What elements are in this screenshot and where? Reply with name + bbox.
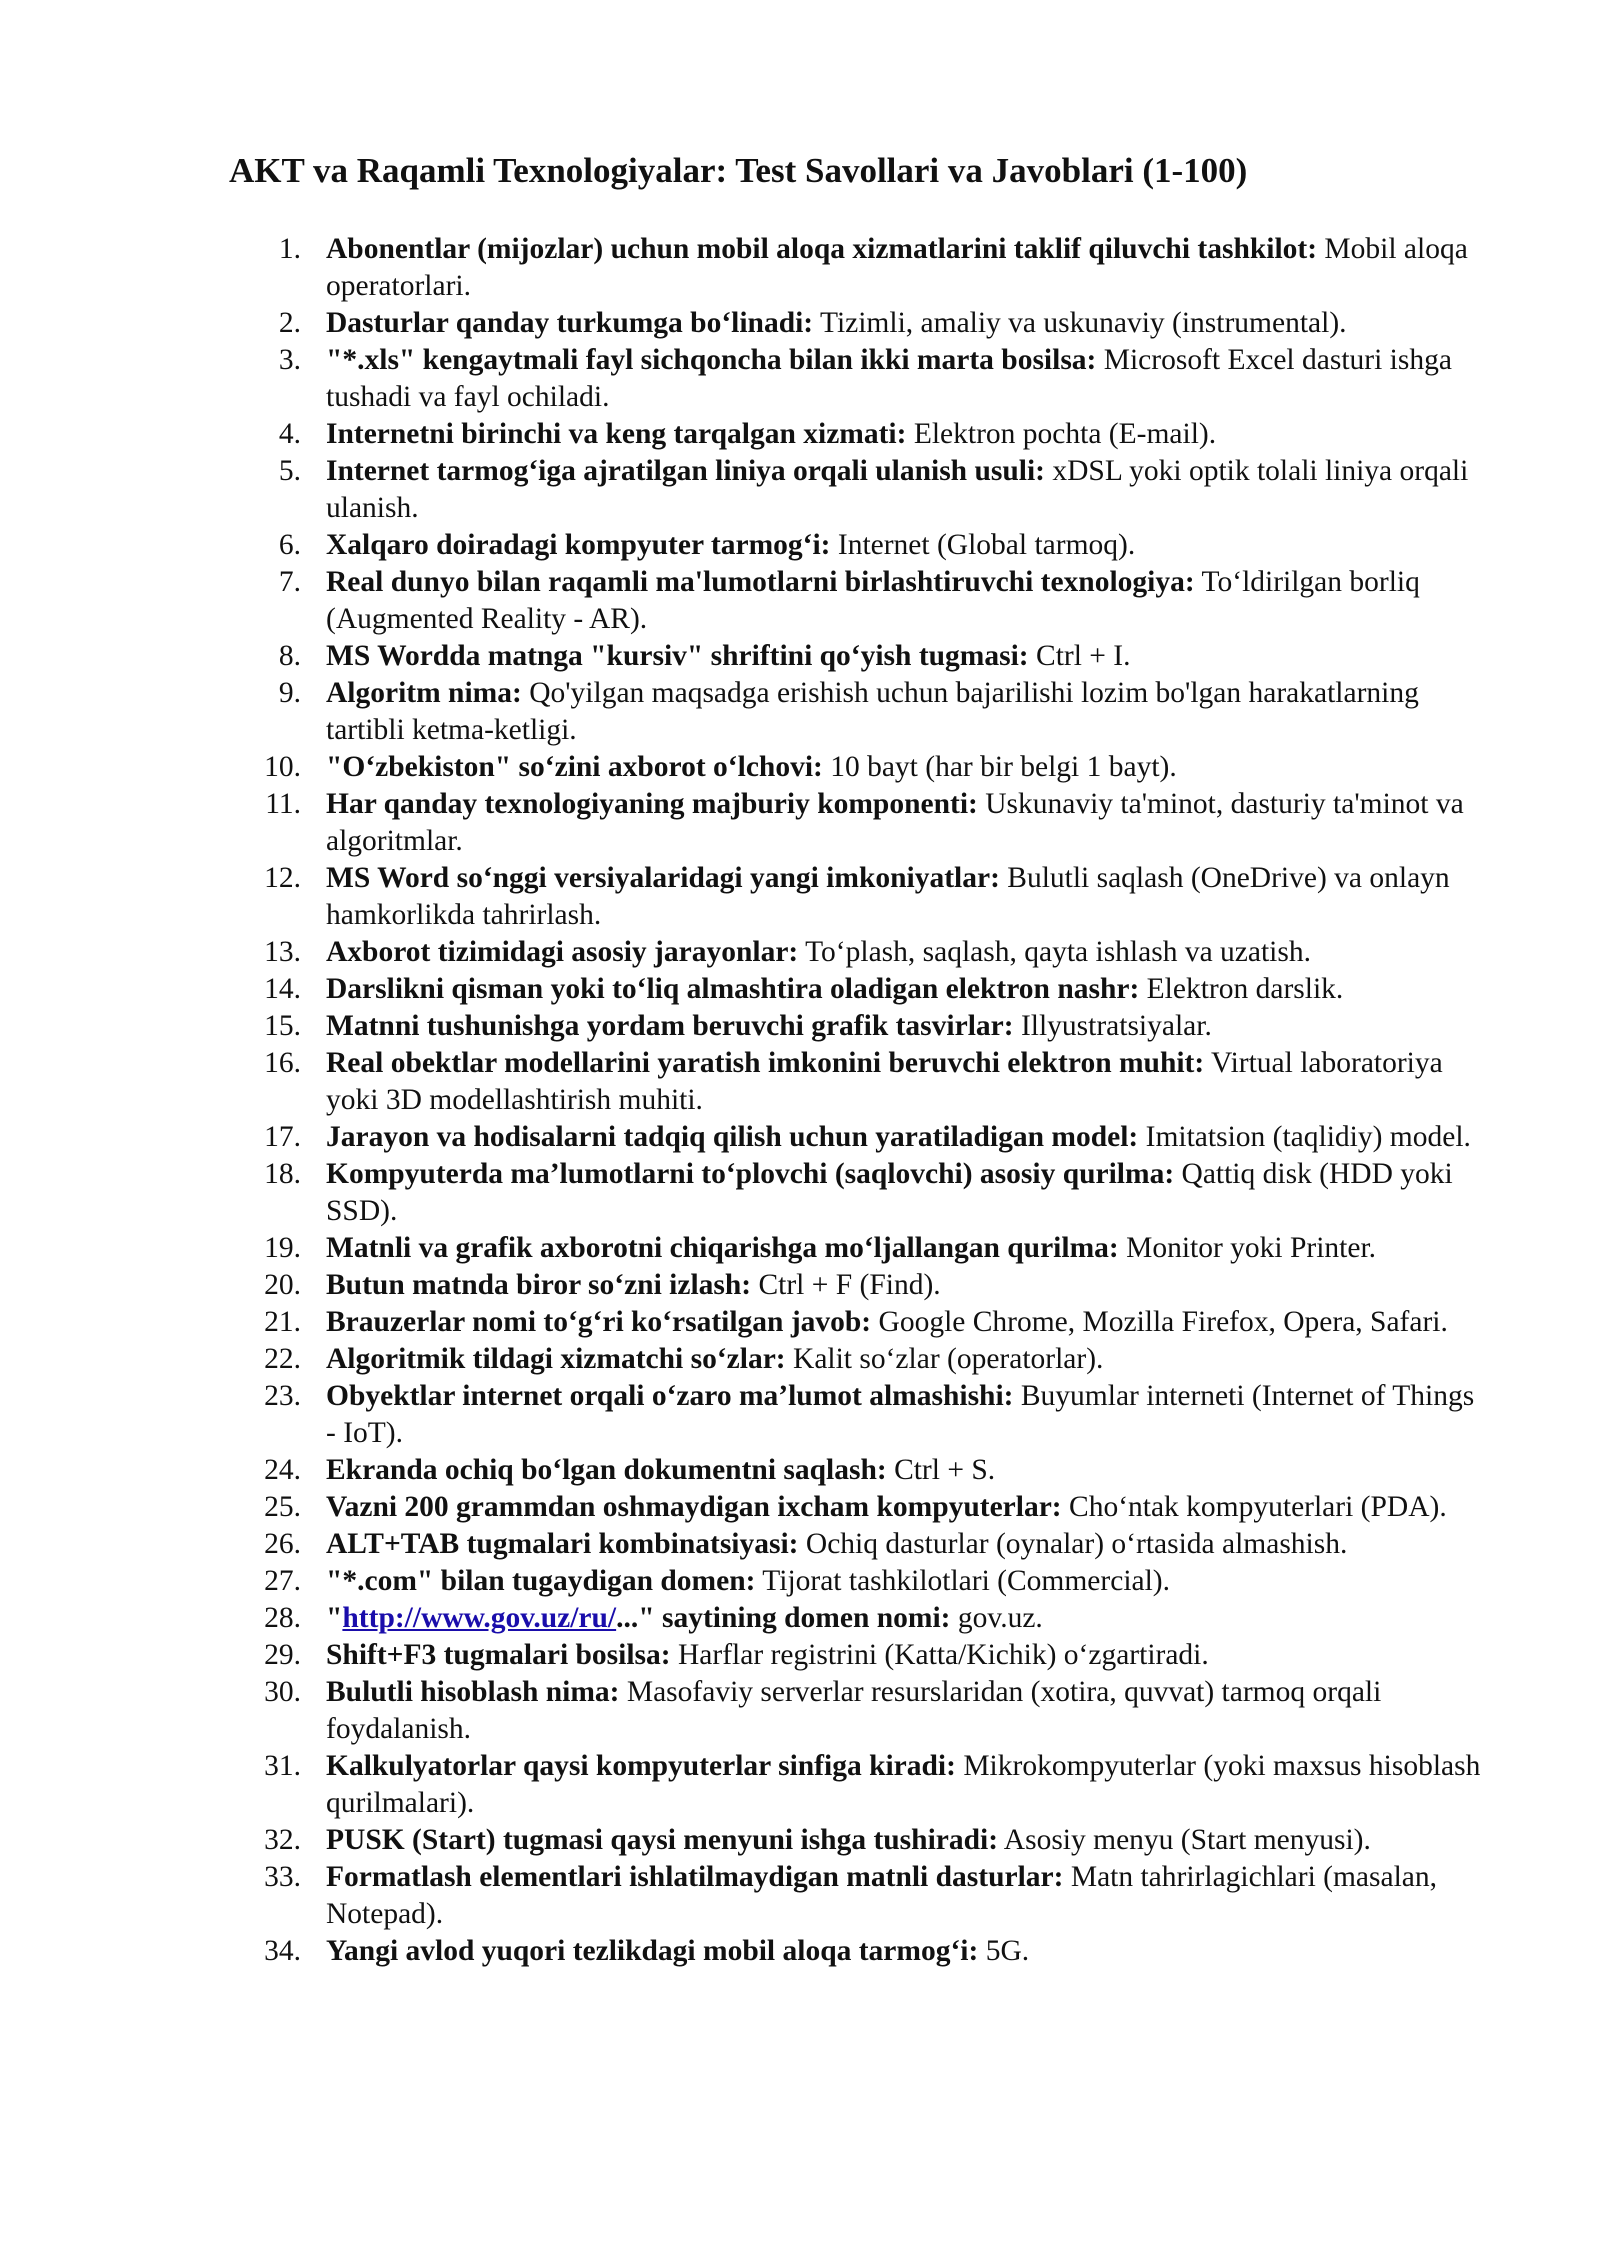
answer-text: Imitatsion (taqlidiy) model. (1138, 1121, 1471, 1153)
item-number: 21. (264, 1306, 301, 1338)
answer-text: 5G. (978, 1935, 1030, 1967)
answer-text: Ochiq dasturlar (oynalar) o‘rtasida almashish. (798, 1528, 1348, 1560)
list-item (229, 416, 1489, 453)
question-text: Algoritm nima: (326, 677, 522, 709)
item-number: 20. (264, 1269, 301, 1301)
item-number: 13. (264, 936, 301, 968)
answer-text: gov.uz. (950, 1602, 1043, 1634)
question-text: Jarayon va hodisalarni tadqiq qilish uchun yaratiladigan model: (326, 1121, 1139, 1153)
list-item (229, 1526, 1489, 1563)
item-number: 11. (265, 788, 301, 820)
list-item (229, 675, 1489, 749)
question-suffix: ..." saytining domen nomi: (616, 1602, 951, 1634)
answer-text: Ctrl + F (Find). (751, 1269, 941, 1301)
list-item (229, 1859, 1489, 1933)
list-item (229, 1119, 1489, 1156)
question-text: Yangi avlod yuqori tezlikdagi mobil aloqa tarmog‘i: (326, 1935, 979, 1967)
answer-text: Internet (Global tarmoq). (830, 529, 1136, 561)
list-item (229, 1267, 1489, 1304)
question-text: Kalkulyatorlar qaysi kompyuterlar sinfiga kiradi: (326, 1750, 956, 1782)
item-number: 12. (264, 862, 301, 894)
item-number: 17. (264, 1121, 301, 1153)
answer-text: Ctrl + I. (1028, 640, 1131, 672)
question-text: "*.xls" kengaytmali fayl sichqoncha bilan ikki marta bosilsa: (326, 344, 1097, 376)
item-number: 1. (278, 233, 301, 265)
item-number: 34. (264, 1935, 301, 1967)
answer-text: Bulutli saqlash (OneDrive) va onlayn hamkorlikda tahrirlash. (326, 862, 1450, 931)
list-item (229, 1748, 1489, 1822)
question-text: "*.com" bilan tugaydigan domen: (326, 1565, 756, 1597)
question-text (326, 1602, 951, 1634)
item-number: 3. (278, 344, 301, 376)
question-text: Matnli va grafik axborotni chiqarishga mo‘ljallangan qurilma: (326, 1232, 1119, 1264)
answer-text: Kalit so‘zlar (operatorlar). (785, 1343, 1104, 1375)
list-item (229, 305, 1489, 342)
item-number: 30. (264, 1676, 301, 1708)
question-text: Internet tarmog‘iga ajratilgan liniya orqali ulanish usuli: (326, 455, 1045, 487)
list-item (229, 1378, 1489, 1452)
list-item (229, 1156, 1489, 1230)
list-item (229, 453, 1489, 527)
list-item (229, 1008, 1489, 1045)
question-text: Bulutli hisoblash nima: (326, 1676, 620, 1708)
answer-text: Buyumlar interneti (Internet of Things - IoT). (326, 1380, 1475, 1449)
answer-text: Tizimli, amaliy va uskunaviy (instrumental). (813, 307, 1347, 339)
answer-text: Asosiy menyu (Start menyusi). (998, 1824, 1371, 1856)
answer-text: Harflar registrini (Katta/Kichik) o‘zgartiradi. (670, 1639, 1209, 1671)
answer-text: Qo'yilgan maqsadga erishish uchun bajarilishi lozim bo'lgan harakatlarning tartibli ketma-ketligi. (326, 677, 1419, 746)
answer-text: Monitor yoki Printer. (1118, 1232, 1377, 1264)
list-item (229, 1304, 1489, 1341)
answer-text: Microsoft Excel dasturi ishga tushadi va fayl ochiladi. (326, 344, 1452, 413)
list-item (229, 1489, 1489, 1526)
question-text: Obyektlar internet orqali o‘zaro ma’lumot almashishi: (326, 1380, 1014, 1412)
answer-text: Mikrokompyuterlar (yoki maxsus hisoblash qurilmalari). (326, 1750, 1481, 1819)
item-number: 25. (264, 1491, 301, 1523)
item-number: 4. (278, 418, 301, 450)
list-item (229, 1452, 1489, 1489)
list-item (229, 1822, 1489, 1859)
question-text: PUSK (Start) tugmasi qaysi menyuni ishga tushiradi: (326, 1824, 999, 1856)
item-number: 22. (264, 1343, 301, 1375)
item-number: 32. (264, 1824, 301, 1856)
question-text: Abonentlar (mijozlar) uchun mobil aloqa xizmatlarini taklif qiluvchi tashkilot: (326, 233, 1318, 265)
answer-text: Cho‘ntak kompyuterlari (PDA). (1061, 1491, 1447, 1523)
item-number: 15. (264, 1010, 301, 1042)
answer-text: Illyustratsiyalar. (1013, 1010, 1212, 1042)
answer-text: Ctrl + S. (886, 1454, 996, 1486)
answer-text: Qattiq disk (HDD yoki SSD). (326, 1158, 1453, 1227)
qa-list (229, 231, 1489, 1970)
document-title: AKT va Raqamli Texnologiyalar: Test Savollari va Javoblari (1-100) (229, 151, 1248, 190)
list-item (229, 231, 1489, 305)
list-item (229, 1600, 1489, 1637)
answer-text: To‘ldirilgan borliq (Augmented Reality - AR). (326, 566, 1420, 635)
item-number: 2. (278, 307, 301, 339)
list-item (229, 1674, 1489, 1748)
question-text: Formatlash elementlari ishlatilmaydigan matnli dasturlar: (326, 1861, 1064, 1893)
answer-text: Masofaviy serverlar resurslaridan (xotira, quvvat) tarmoq orqali foydalanish. (326, 1676, 1382, 1745)
item-number: 28. (264, 1602, 301, 1634)
answer-text: Matn tahrirlagichlari (masalan, Notepad). (326, 1861, 1437, 1930)
list-item (229, 342, 1489, 416)
question-text: Xalqaro doiradagi kompyuter tarmog‘i: (326, 529, 831, 561)
item-number: 14. (264, 973, 301, 1005)
question-text: Algoritmik tildagi xizmatchi so‘zlar: (326, 1343, 786, 1375)
gov-uz-link[interactable]: http://www.gov.uz/ru/ (342, 1602, 617, 1634)
question-text: Butun matnda biror so‘zni izlash: (326, 1269, 752, 1301)
item-number: 27. (264, 1565, 301, 1597)
answer-text: Elektron pochta (E-mail). (906, 418, 1217, 450)
list-item (229, 1933, 1489, 1970)
question-text: Kompyuterda ma’lumotlarni to‘plovchi (saqlovchi) asosiy qurilma: (326, 1158, 1175, 1190)
question-text: "O‘zbekiston" so‘zini axborot o‘lchovi: (326, 751, 823, 783)
question-text: Darslikni qisman yoki to‘liq almashtira oladigan elektron nashr: (326, 973, 1140, 1005)
answer-text: Google Chrome, Mozilla Firefox, Opera, Safari. (871, 1306, 1448, 1338)
item-number: 7. (278, 566, 301, 598)
question-text: Vazni 200 grammdan oshmaydigan ixcham kompyuterlar: (326, 1491, 1062, 1523)
question-text: Matnni tushunishga yordam beruvchi grafik tasvirlar: (326, 1010, 1014, 1042)
list-item (229, 564, 1489, 638)
item-number: 18. (264, 1158, 301, 1190)
list-item (229, 1045, 1489, 1119)
list-item (229, 749, 1489, 786)
item-number: 16. (264, 1047, 301, 1079)
item-number: 9. (278, 677, 301, 709)
answer-text: Mobil aloqa operatorlari. (326, 233, 1468, 302)
question-text: Brauzerlar nomi to‘g‘ri ko‘rsatilgan javob: (326, 1306, 872, 1338)
question-text: MS Wordda matnga "kursiv" shriftini qo‘yish tugmasi: (326, 640, 1029, 672)
answer-text: To‘plash, saqlash, qayta ishlash va uzatish. (798, 936, 1311, 968)
list-item (229, 860, 1489, 934)
item-number: 19. (264, 1232, 301, 1264)
item-number: 6. (278, 529, 301, 561)
answer-text: xDSL yoki optik tolali liniya orqali ulanish. (326, 455, 1469, 524)
answer-text: Tijorat tashkilotlari (Commercial). (755, 1565, 1171, 1597)
question-text: Ekranda ochiq bo‘lgan dokumentni saqlash: (326, 1454, 887, 1486)
answer-text: Elektron darslik. (1139, 973, 1344, 1005)
list-item (229, 786, 1489, 860)
question-text: Har qanday texnologiyaning majburiy komponenti: (326, 788, 978, 820)
question-text: Axborot tizimidagi asosiy jarayonlar: (326, 936, 799, 968)
list-item (229, 527, 1489, 564)
question-text: Shift+F3 tugmalari bosilsa: (326, 1639, 671, 1671)
question-text: MS Word so‘nggi versiyalaridagi yangi imkoniyatlar: (326, 862, 1000, 894)
list-item (229, 1230, 1489, 1267)
answer-text: Virtual laboratoriya yoki 3D modellashtirish muhiti. (326, 1047, 1443, 1116)
item-number: 33. (264, 1861, 301, 1893)
list-item (229, 971, 1489, 1008)
item-number: 29. (264, 1639, 301, 1671)
list-item (229, 1563, 1489, 1600)
question-text: Real obektlar modellarini yaratish imkonini beruvchi elektron muhit: (326, 1047, 1205, 1079)
list-item (229, 1637, 1489, 1674)
list-item (229, 638, 1489, 675)
list-item (229, 1341, 1489, 1378)
question-prefix: " (326, 1602, 343, 1634)
question-text: ALT+TAB tugmalari kombinatsiyasi: (326, 1528, 799, 1560)
question-text: Internetni birinchi va keng tarqalgan xizmati: (326, 418, 907, 450)
answer-text: 10 bayt (har bir belgi 1 bayt). (822, 751, 1177, 783)
list-item (229, 934, 1489, 971)
item-number: 8. (278, 640, 301, 672)
item-number: 24. (264, 1454, 301, 1486)
item-number: 31. (264, 1750, 301, 1782)
item-number: 26. (264, 1528, 301, 1560)
question-text: Real dunyo bilan raqamli ma'lumotlarni birlashtiruvchi texnologiya: (326, 566, 1195, 598)
item-number: 5. (278, 455, 301, 487)
answer-text: Uskunaviy ta'minot, dasturiy ta'minot va algoritmlar. (326, 788, 1464, 857)
item-number: 10. (264, 751, 301, 783)
question-text: Dasturlar qanday turkumga bo‘linadi: (326, 307, 814, 339)
item-number: 23. (264, 1380, 301, 1412)
